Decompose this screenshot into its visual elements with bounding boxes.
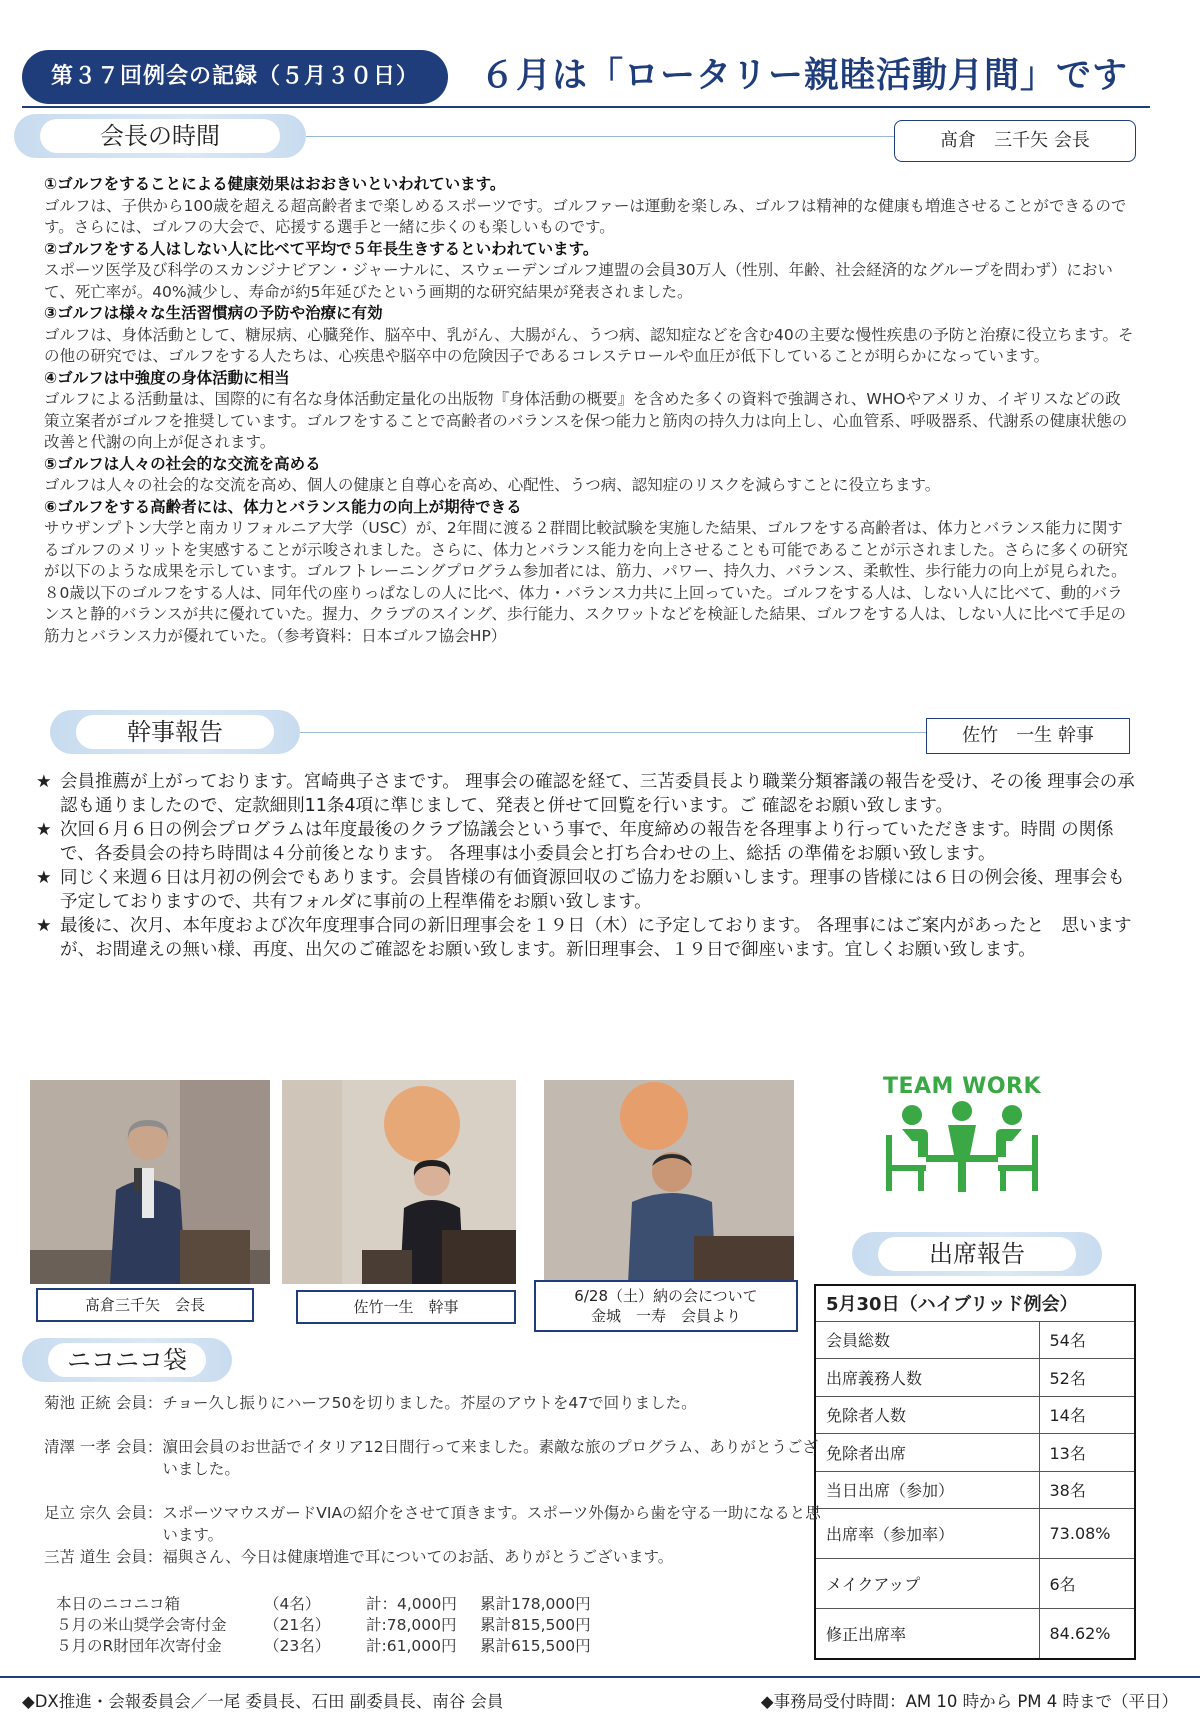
president-photo-caption: 髙倉三千矢 会長 [36,1288,254,1322]
totals-label: ５月のR財団年次寄付金 [56,1637,222,1655]
star-bullet: ★ [36,772,52,792]
row-value: 54名 [1039,1321,1135,1359]
secretary-report [36,770,1136,962]
totals-label: ５月の米山奨学会寄付金 [56,1616,227,1634]
row-label: 出席義務人数 [815,1359,1039,1397]
table-row [815,1559,1135,1609]
point-text: スポーツ医学及び科学のスカンジナビアン・ジャーナルに、スウェーデンゴルフ連盟の会員30万人（性別、年齢、社会経済的なグループを問わず）において、死亡率が。40%減少し、寿命が約5年延びたという画期的な研究結果が発表されました。 [44,261,1113,301]
totals-count: （23名） [264,1637,331,1655]
report-item [36,770,1136,818]
attendance-header-row [815,1285,1135,1321]
point-text: ゴルフは、身体活動として、糖尿病、心臓発作、脳卒中、乳がん、大腸がん、うつ病、認知症などを含む40の主要な慢性疾患の予防と治療に役立ちます。その他の研究では、ゴルフをする人たちは、心疾患や脳卒中の危険因子であるコレステロールや血圧が低下していることが明らかになっています。 [44,325,1134,365]
report-item [36,866,1136,914]
table-row [815,1471,1135,1509]
totals-amount: 計:61,000円 [366,1637,457,1655]
list-item [44,1502,824,1546]
point-heading: ⑤ゴルフは人々の社会的な交流を高める [44,454,321,473]
member-photo-caption: 6/28（土）納の会について 金城 一寿 会員より [534,1280,798,1332]
president-name-box: 髙倉 三千矢 会長 [894,120,1136,162]
secretary-section-tab [50,710,300,754]
report-item [36,818,1136,866]
member-photo [544,1080,794,1284]
totals-row [56,1636,620,1657]
row-label: 出席率（参加率） [815,1509,1039,1559]
member-name: 菊池 正統 会員： [44,1394,163,1412]
member-message: 福與さん、今日は健康増進で耳についてのお話、ありがとうございます。 [162,1548,674,1566]
totals-count: （21名） [264,1616,331,1634]
totals-row [56,1615,620,1636]
point-heading: ②ゴルフをする人はしない人に比べて平均で５年長生きするといわれています。 [44,239,599,258]
point-text: ゴルフは人々の社会的な交流を高め、個人の健康と自尊心を高め、心配性、うつ病、認知症のリスクを減らすことに役立ちます。 [44,476,941,494]
list-item [44,1546,824,1568]
totals-amount: 計:78,000円 [366,1616,457,1634]
point-heading: ④ゴルフは中強度の身体活動に相当 [44,368,290,387]
attendance-table [814,1284,1136,1660]
meeting-label: 第３７回例会の記録（５月３０日） [22,50,448,104]
table-row [815,1396,1135,1434]
totals-count: （4名） [264,1595,321,1613]
row-value: 14名 [1039,1396,1135,1434]
header-divider [22,106,1150,108]
member-name: 三苫 道生 会員： [44,1548,163,1566]
table-row [815,1509,1135,1559]
table-row [815,1321,1135,1359]
report-text: 最後に、次月、本年度および次年度理事合同の新旧理事会を１９日（木）に予定しております。 各理事にはご案内があったと 思いますが、お間違えの無い様、再度、出欠のご確認をお願い致します。新旧理事会、１９日で御座います。宜しくお願い致します。 [60,916,1132,960]
secretary-photo-caption: 佐竹一生 幹事 [296,1290,516,1324]
row-label: 免除者出席 [815,1434,1039,1472]
point-text: ゴルフは、子供から100歳を超える超高齢者まで楽しめるスポーツです。ゴルファーは運動を楽しみ、ゴルフは精神的な健康も増進させることができるのです。さらには、ゴルフの大会で、応援する選手と一緒に歩くのも楽しいものです。 [44,196,1127,236]
totals-cumulative: 累計178,000円 [480,1595,591,1613]
row-value: 84.62% [1039,1609,1135,1659]
people-meeting-icon [882,1099,1042,1203]
row-label: 免除者人数 [815,1396,1039,1434]
table-row [815,1609,1135,1659]
totals-amount: 計：4,000円 [366,1595,457,1613]
member-message: スポーツマウスガードVIAの紹介をさせて頂きます。スポーツ外傷から歯を守る一助になると思います。 [162,1504,821,1544]
table-row [815,1359,1135,1397]
member-name: 清澤 一孝 会員： [44,1438,163,1456]
star-bullet: ★ [36,916,52,936]
president-section-title: 会長の時間 [40,119,280,153]
star-bullet: ★ [36,820,52,840]
star-bullet: ★ [36,868,52,888]
member-message: チョー久し振りにハーフ50を切りました。芥屋のアウトを47で回りました。 [162,1394,697,1412]
nikoniko-section-title: ニコニコ袋 [48,1343,206,1377]
totals-row [56,1594,620,1615]
member-name: 足立 宗久 会員： [44,1504,163,1522]
secretary-section-title: 幹事報告 [76,715,274,749]
footer-committee: ◆DX推進・会報委員会／一尾 委員長、石田 副委員長、南谷 会員 [22,1692,504,1711]
row-label: 会員総数 [815,1321,1039,1359]
point-text: ゴルフによる活動量は、国際的に有名な身体活動定量化の出版物『身体活動の概要』を含めた多くの資料で強調され、WHOやアメリカ、イギリスなどの政策立案者がゴルフを推奨しています。ゴルフをすることで高齢者のバランスを保つ能力と筋肉の持久力は向上し、心血管系、呼吸器系、代謝系の健康状態の改善と代謝の向上が促されます。 [44,390,1128,451]
section-divider [306,136,896,137]
president-photo [30,1080,270,1284]
nikoniko-section-tab [22,1338,232,1382]
row-label: 修正出席率 [815,1609,1039,1659]
point-heading: ⑥ゴルフをする高齢者には、体力とバランス能力の向上が期待できる [44,497,522,516]
point-heading: ①ゴルフをすることによる健康効果はおおきいといわれています。 [44,175,506,193]
footer-office-hours: ◆事務局受付時間：AM 10 時から PM 4 時まで（平日） [760,1692,1178,1711]
report-text: 同じく来週６日は月初の例会でもあります。会員皆様の有価資源回収のご協力をお願いします。理事の皆様には６日の例会後、理事会も予定しておりますので、共有フォルダに事前の上程準備をお願い致します。 [60,868,1125,912]
row-value: 52名 [1039,1359,1135,1397]
totals-cumulative: 累計815,500円 [480,1616,591,1634]
teamwork-icon [882,1074,1042,1208]
attendance-section-title: 出席報告 [878,1237,1076,1271]
row-value: 13名 [1039,1434,1135,1472]
attendance-section-tab [852,1232,1102,1276]
row-value: 38名 [1039,1471,1135,1509]
teamwork-label: TEAM WORK [882,1074,1042,1099]
report-text: 次回６月６日の例会プログラムは年度最後のクラブ協議会という事で、年度締めの報告を各理事より行っていただきます。時間 の関係で、各委員会の持ち時間は４分前後となります。 各理事は小委員会と打ち合わせの上、総括 の準備をお願い致します。 [60,820,1114,864]
totals-label: 本日のニコニコ箱 [56,1595,181,1613]
president-section-tab [14,114,306,158]
list-item [44,1392,824,1414]
footer-divider [0,1676,1200,1678]
totals-cumulative: 累計615,500円 [480,1637,591,1655]
table-row [815,1434,1135,1472]
report-text: 会員推薦が上がっております。宮崎典子さまです。 理事会の確認を経て、三苫委員長より職業分類審議の報告を受け、その後 理事会の承認も通りましたので、定款細則11条4項に準じまして、発表と併せて回覧を行います。ご 確認をお願い致します。 [60,772,1135,816]
secretary-photo [282,1080,516,1284]
row-value: 73.08% [1039,1509,1135,1559]
attendance-date: 5月30日（ハイブリッド例会） [815,1285,1135,1321]
point-text: サウザンプトン大学と南カリフォルニア大学（USC）が、2年間に渡る２群間比較試験を実施した結果、ゴルフをする高齢者は、体力とバランス能力に関するゴルフのメリットを実感することが示唆されました。さらに、体力とバランス能力を向上させることも可能であることが示されました。さらに多くの研究が以下のような成果を示しています。ゴルフトレーニングプログラム参加者には、筋力、パワー、持久力、バランス、柔軟性、歩行能力の向上が見られた。８0歳以下のゴルフをする人は、同年代の座りっぱなしの人に比べ、体力・バランス力共に上回っていた。ゴルフをする人は、しない人に比べて、動的バランスと静的バランスが共に優れていた。握力、クラブのスイング、歩行能力、スクワットなどを検証した結果、ゴルフをする人は、しない人に比べて手足の筋力とバランス力が優れていた。（参考資料：日本ゴルフ協会HP） [44,519,1128,645]
row-label: 当日出席（参加） [815,1471,1039,1509]
donation-totals [56,1594,620,1657]
row-value: 6名 [1039,1559,1135,1609]
nikoniko-list [44,1392,824,1568]
point-heading: ③ゴルフは様々な生活習慣病の予防や治療に有効 [44,304,383,322]
secretary-name-box: 佐竹 一生 幹事 [926,718,1130,754]
row-label: メイクアップ [815,1559,1039,1609]
president-speech [44,174,1134,647]
month-theme-title: ６月は「ロータリー親睦活動月間」です [480,56,1129,96]
member-message: 濵田会員のお世話でイタリア12日間行って来ました。素敵な旅のプログラム、ありがとうございました。 [162,1438,818,1478]
list-item [44,1436,824,1480]
section-divider [300,732,926,733]
report-item [36,914,1136,962]
